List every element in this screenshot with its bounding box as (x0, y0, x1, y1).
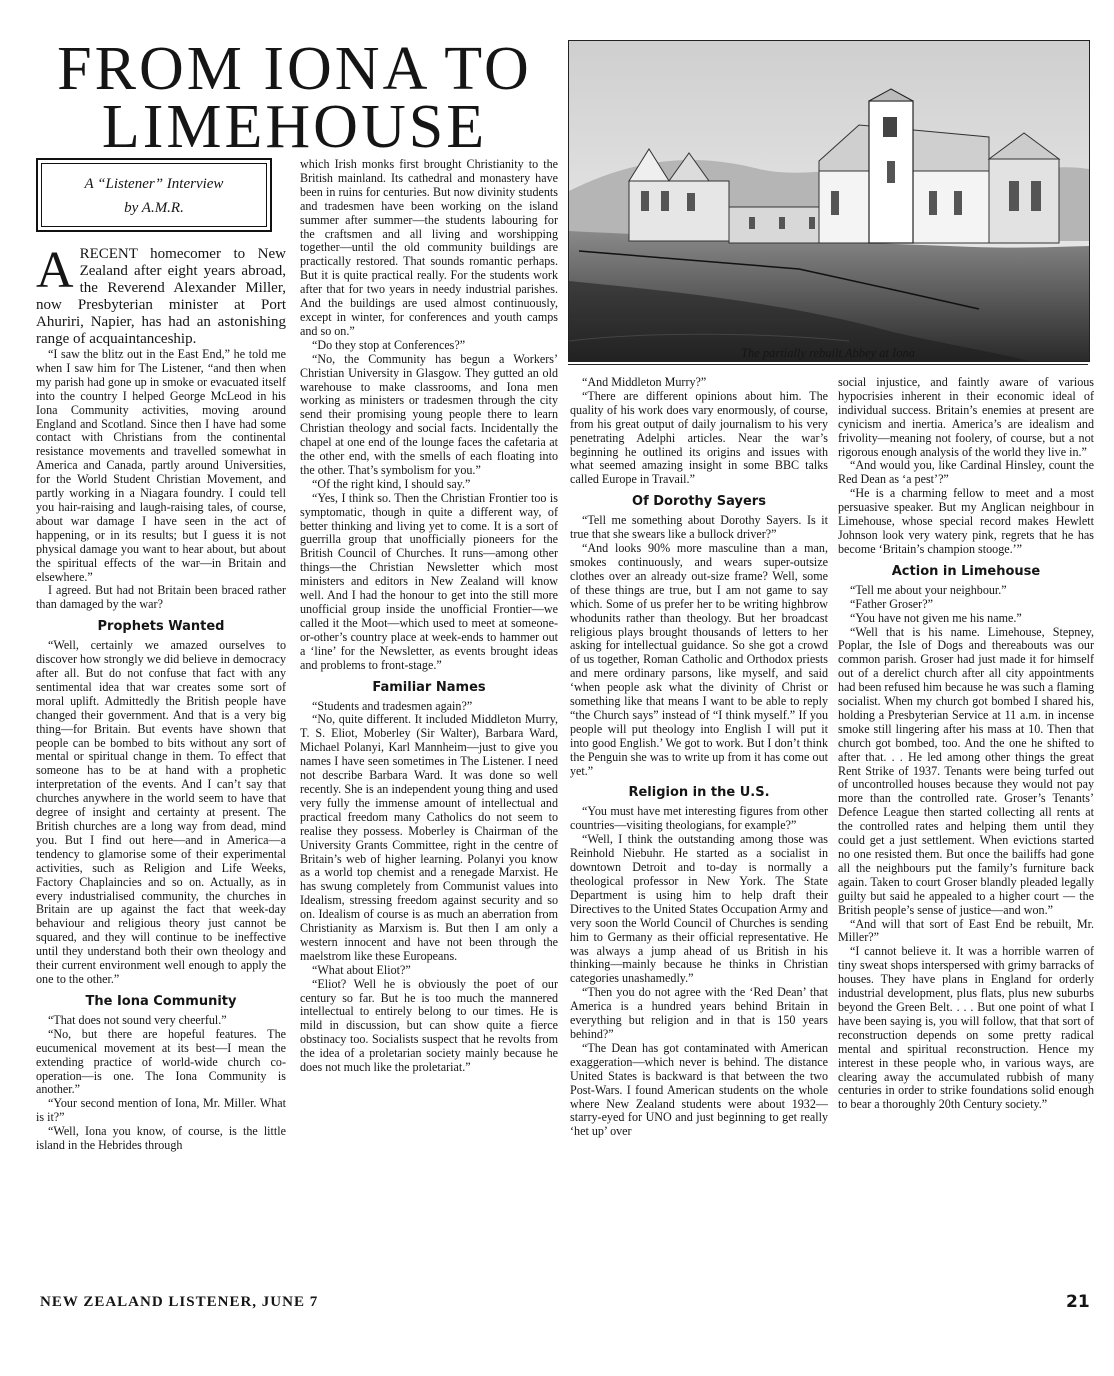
paragraph: “Father Groser?” (850, 596, 933, 611)
byline-line2: by A.M.R. (124, 200, 184, 216)
paragraph: I agreed. But had not Britain been braced rather than damaged by the war? (36, 583, 286, 612)
subheading-familiar-names: Familiar Names (372, 679, 486, 695)
column-1 (36, 242, 286, 1153)
page-number: 21 (1066, 1292, 1090, 1312)
paragraph: “Tell me something about Dorothy Sayers. Is it true that she swears like a bullock driver?” (570, 513, 828, 542)
paragraph: “That does not sound very cheerful.” (48, 1012, 227, 1027)
paragraph: “Then you do not agree with the ‘Red Dean’ that America is a hundred years behind Britain in everything but religion and in that is 150 years behind?” (570, 985, 828, 1041)
subheading-prophets-wanted: Prophets Wanted (97, 619, 225, 635)
paragraph: “Do they stop at Conferences?” (312, 337, 466, 352)
lead-paragraph (36, 242, 286, 348)
subheading-iona-community: The Iona Community (85, 993, 237, 1009)
paragraph: “What about Eliot?” (312, 962, 411, 977)
paragraph: which Irish monks first brought Christianity to the British mainland. Its cathedral and monastery have been in ruins for centuries. But now divinity students and tradesmen have been working on the island summer after summer—the students labouring for the craftsmen and all living and worshipping together—until the old community buildings are practically restored. That sounds romantic perhaps. But it is quite practical really. For the students work after that for two years in needy industrial parishes. And the buildings are used almost continuously, except in winter, for conferences and youth camps and so on.” (300, 157, 558, 338)
photo-caption: The partially rebuilt Abbey at Iona (741, 346, 915, 360)
drop-cap: A (36, 242, 74, 299)
paragraph: “I saw the blitz out in the East End,” he told me when I saw him for The Listener, “and then when my parish had gone up in smoke or evacuated itself into the country I helped George McLeod in his Iona Community activities, moving around England and Scotland. Since then I have had some contact with Christians from the continental resistance movements and travelled somewhat in America and Canada, partly around Universities, for the World Student Christian Movement, and partly working in a Niagara foundry. I could tell you hair-raising and laugh-raising tales, of course, about war damage I have seen in the act of happening, or in its results; but I guess it is not physical damage you want to hear about, but about the spiritual effects of the war—in Britain and elsewhere.” (36, 347, 286, 584)
paragraph: “I cannot believe it. It was a horrible warren of tiny sweat shops interspersed with grimy barracks of houses. They have plans in England for orderly industrial development, plus flats, plus new suburbs beyond the Green Belt. . . . But one point of what I have been saying is, you will follow, that that sort of reconstruction depends on some pretty radical mental and spiritual reconstruction. Hence my interest in these people who, in various ways, are clearing away the accumulated rubbish of many centuries in order to strike foundations solid enough to bear a thoroughly 20th Century society.” (838, 944, 1094, 1112)
headline-line1: FROM IONA TO (57, 35, 532, 103)
paragraph: “Yes, I think so. Then the Christian Frontier too is symptomatic, though in quite a different way, of better thinking and living yet to come. It is a sort of guerrilla group that unofficially pioneers for the British Council of Churches. It runs—among other things—the Christian Newsletter which most ministers and editors in New Zealand will know well. And I had the honour to get into the still more unofficial group inside the unofficial Frontier—we called it the Moot—which used to meet at someone-or-other’s country place at week-ends to hammer out a ‘line’ for the Newsletter, as events brought ideas and problems to front-stage.” (300, 490, 558, 672)
headline (22, 35, 567, 161)
paragraph: “And looks 90% more masculine than a man, smokes continuously, and wears super-outsize clothes over an already out-size frame? Well, some of these things are true, but I am not game to say which. Some of us prefer her to be writing highbrow whodunits rather than theology. But her broadcast religious plays brought thousands of letters to her asking for intellectual guidance. So she got a crowd of us together, Roman Catholic and Orthodox priests and mere ordinary parsons, like myself, and said ‘when people ask what the divinity of Christ or something like that means I want to be able to reply “the Church says” instead of “I think myself.” If you people will put theology into English I will put it into good English.’ We got to work. But I don’t think the Penguin she was to write up from it has come out yet.” (570, 541, 828, 778)
paragraph: “Well, Iona you know, of course, is the little island in the Hebrides through (36, 1124, 286, 1153)
footer-publication: NEW ZEALAND LISTENER, JUNE 7 (40, 1294, 319, 1310)
paragraph: “Your second mention of Iona, Mr. Miller. What is it?” (36, 1096, 286, 1125)
paragraph: “And will that sort of East End be rebuilt, Mr. Miller?” (838, 916, 1094, 945)
abbey-photo (568, 40, 1090, 362)
subheading-religion-us: Religion in the U.S. (628, 785, 770, 801)
paragraph: “Students and tradesmen again?” (312, 698, 473, 713)
byline-box (36, 158, 272, 232)
byline-line1: A “Listener” Interview (84, 176, 224, 192)
paragraph: “Eliot? Well he is obviously the poet of our century so far. But he is too much the mannered intellectual to entirely belong to our times. He is mild in discussion, but can show quite a fierce obstinacy too. Socialists suspect that he revolts from the idea of a proletarian society mainly because he does not much like the proletariat.” (300, 976, 558, 1075)
paragraph: “You must have met interesting figures from other countries—visiting theologians, for example?” (570, 804, 828, 833)
paragraph: “And Middleton Murry?” (582, 375, 707, 389)
column-4 (838, 376, 1094, 1112)
paragraph: “Of the right kind, I should say.” (312, 476, 471, 491)
paragraph: “The Dean has got contaminated with American exaggeration—which never is behind. The distance United States is backward is that between the two Post-Wars. I found American students on the whole where New Zealand students were about 1932—starry-eyed for UNO and just beginning to get really ‘het up’ over (570, 1040, 828, 1139)
caption-rule (568, 364, 1088, 365)
paragraph: “Well that is his name. Limehouse, Stepney, Poplar, the Isle of Dogs and thereabouts was our common parish. Groser had just made it for himself out of a derelict church after all city appointments had been refused him because he was such a flaming socialist. When my church got bombed I shared his, holding a Presbyterian Service at 11 a.m. in incense smoke still lingering after his mass at 10. Then that church got bombed, too. And the one he shifted to after that. . . He led among other things the great Rent Strike of 1937. Tenants were being turfed out of uncontrolled houses because they would not pay more than the controlled rate. Groser’s Tenants’ Defence League then started collecting all rents at the controlled rates and helping them until they could get a just settlement. When evictions started no one resisted them. But once the bailiffs had gone all the neighbours put the family’s furniture back again. Taken to court Groser blandly pleaded legally guilty but said he appealed to a higher court — the British people’s sense of justice—and won.” (838, 624, 1094, 917)
paragraph: social injustice, and faintly aware of various hypocrisies inherent in their economic ideal of individual success. Britain’s enemies at present are cynicism and inertia. America’s are idealism and frivolity—meaning not foolery, of course, but a not rigorous enough analysis of the world they live in.” (838, 375, 1094, 459)
paragraph: “And would you, like Cardinal Hinsley, count the Red Dean as ‘a pest’?” (838, 458, 1094, 487)
paragraph: “Well, I think the outstanding among those was Reinhold Niebuhr. He started as a socialist in downtown Detroit and to-day is normally a theological professor in New York. The State Department is using him to help draft their Directives to the United States Occupation Army and very soon the World Council of Churches is sending him to Germany as their official representative. He was always a jump ahead of us British in his thinking—mainly because he thinks in Christian categories unashamedly.” (570, 832, 828, 986)
column-2 (300, 158, 558, 1075)
headline-line2: LIMEHOUSE (101, 93, 488, 161)
paragraph: “No, but there are hopeful features. The eucumenical movement at its best—I mean the extending practice of world-wide church co-operation—is one. The Iona Community is another.” (36, 1026, 286, 1097)
paragraph: “Well, certainly we amazed ourselves to discover how strongly we did believe in democracy after all. But do not confuse that fact with any sentimental idea that war creates some sort of moral uplift. Admittedly the British people have changed their government. And that is a very big thing—for Britain. But events have shown that people can be bombed to bits without any sort of mental or spiritual change in them. To effect that someone has to be at hand with a prophetic interpretation of the events. And I can’t say that churches anywhere in the world seem to have that degree of insight and certainty at present. The British churches are a long way from dead, mind you. But I find out here—and in America—a tendency to glamorise some of their experimental activities, such as Religion and Life Weeks, Factory Chaplaincies and so on. Actually, as in every industrialised community, the churches in Britain are up against the fact that week-day behaviour and religious theory just cannot be squared, and they will continue to be ineffective until they understand both their own theology and their current environment well enough to apply the one to the other.” (36, 638, 286, 986)
lead-text: RECENT homecomer to New Zealand after eight years abroad, the Reverend Alexander Miller, now Presbyterian minister at Port Ahuriri, Napier, has had an astonishing range of acquaintanceship. (36, 246, 286, 347)
paragraph: “Tell me about your neighbour.” (850, 582, 1007, 597)
paragraph: “No, the Community has begun a Workers’ Christian University in Glasgow. They gutted an old warehouse to make classrooms, and Iona men working as ministers or tradesmen through the city send their promising young people there to learn Christian theology and social facts. Incidentally the chapel at one end of the lounge faces the cafetaria at the other end, with the smells of each floating into the other. That’s symbolism for you.” (300, 351, 558, 477)
column-3 (570, 376, 828, 1139)
paragraph: “He is a charming fellow to meet and a most persuasive speaker. But my Anglican neighbour in Limehouse, whose special record makes Hewlett Johnson look very watery pink, regrets that he has become ‘Britain’s champion stooge.’” (838, 486, 1094, 556)
subheading-action-limehouse: Action in Limehouse (891, 563, 1041, 579)
subheading-dorothy-sayers: Of Dorothy Sayers (632, 494, 766, 510)
paragraph: “You have not given me his name.” (850, 610, 1022, 625)
paragraph: “There are different opinions about him. The quality of his work does vary enormously, of course, from his great output of daily journalism to his very penetrating Adelphi articles. Near the war’s beginning he outlined its origins and issues with what seemed amazing insight in some BBC talks called Europe in Travail.” (570, 388, 828, 487)
paragraph: “No, quite different. It included Middleton Murry, T. S. Eliot, Moberley (Sir Walter), Barbara Ward, Michael Polanyi, Karl Mannheim—just to give you names I have seen sometimes in The Listener. I need not describe Barbara Ward. It was done so well recently. She is an independent young thing and used very fully the immense amount of intellectual and practical freedom many Catholics do not seem to realise they possess. Moberley is Chairman of the University Grants Committee, right in the centre of Britain’s web of higher learning. Polanyi you know as a world top chemist and a renegade Marxist. He has swung completely from Communist values into Idealism, stressing freedom against security and so on. Idealism of course is as much an aberration from Christianity as Marxism is. But then I am only a western innocent and have not been through the maelstrom like these Europeans. (300, 712, 558, 963)
